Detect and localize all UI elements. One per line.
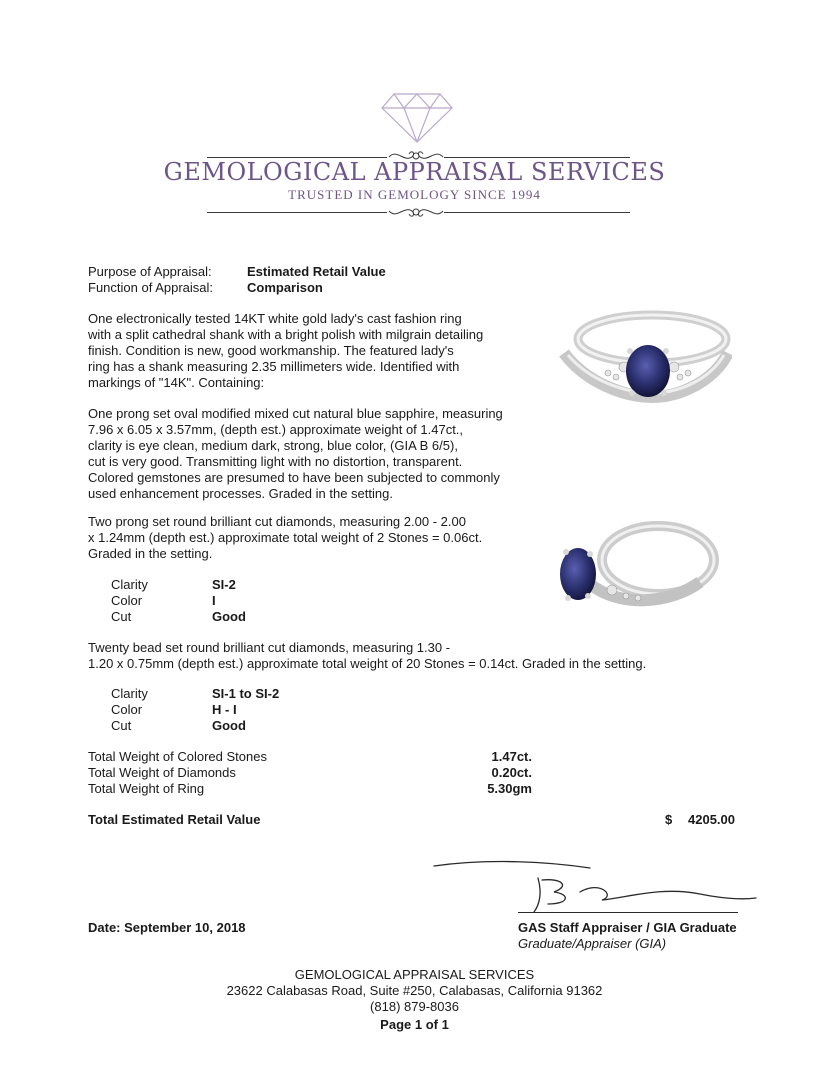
function-label: Function of Appraisal:	[88, 280, 214, 295]
footer-company: GEMOLOGICAL APPRAISAL SERVICES	[294, 967, 535, 982]
twenty-diamonds-description: Twenty bead set round brilliant cut diamonds, measuring 1.30 - 1.20 x 0.75mm (depth est.) approximate total weight of 20 Stones = 0.14ct. Graded in the setting.	[88, 640, 647, 671]
two-clarity-value: SI-2	[212, 577, 236, 592]
total-diamonds-label: Total Weight of Diamonds	[88, 765, 236, 780]
total-colored-value: 1.47ct.	[491, 749, 532, 764]
two-clarity-label: Clarity	[111, 577, 148, 592]
total-diamonds-value: 0.20ct.	[491, 765, 532, 780]
twenty-cut-value: Good	[212, 718, 246, 733]
twenty-cut-label: Cut	[111, 718, 132, 733]
twenty-color-value: H - I	[212, 702, 237, 717]
currency-symbol: $	[665, 812, 673, 827]
ring-photo-side	[550, 512, 720, 617]
page-number: Page 1 of 1	[380, 1017, 449, 1032]
footer-phone: (818) 879-8036	[370, 999, 459, 1014]
total-ring-value: 5.30gm	[487, 781, 532, 796]
signature-line	[518, 912, 738, 913]
two-cut-label: Cut	[111, 609, 132, 624]
total-colored-label: Total Weight of Colored Stones	[88, 749, 267, 764]
two-cut-value: Good	[212, 609, 246, 624]
flourish-ornament-bottom-icon	[387, 202, 445, 222]
ring-description: One electronically tested 14KT white gold lady's cast fashion ring with a split cathedral shank with a bright polish with milgrain detailing finish. Condition is new, good workmanship. The featured lady's ring has a shank measuring 2.35 millimeters wide. Identified with markings of "14K". Containing:	[88, 311, 484, 390]
purpose-value: Estimated Retail Value	[247, 264, 386, 279]
appraiser-title: GAS Staff Appraiser / GIA Graduate	[518, 920, 737, 935]
sapphire-description: One prong set oval modified mixed cut natural blue sapphire, measuring 7.96 x 6.05 x 3.57mm, (depth est.) approximate weight of 1.47ct., clarity is eye clean, medium dark, strong, blue color, (GIA B 6/5), cut is very good. Transmitting light with no distortion, transparent. Colored gemstones are presumed to have been subjected to commonly used enhancement processes. Graded in the setting.	[88, 406, 503, 501]
appraiser-signature-image	[430, 856, 760, 916]
purpose-label: Purpose of Appraisal:	[88, 264, 212, 279]
appraiser-subtitle: Graduate/Appraiser (GIA)	[518, 936, 667, 951]
retail-value: 4205.00	[688, 812, 735, 827]
total-ring-label: Total Weight of Ring	[88, 781, 205, 796]
function-value: Comparison	[247, 280, 323, 295]
diamond-logo-icon	[380, 92, 454, 144]
header-rule-bottom-right	[444, 212, 630, 213]
appraisal-date: Date: September 10, 2018	[88, 920, 246, 935]
twenty-clarity-label: Clarity	[111, 686, 148, 701]
two-color-label: Color	[111, 593, 143, 608]
company-brand-title: GEMOLOGICAL APPRAISAL SERVICES	[163, 158, 666, 186]
two-diamonds-description: Two prong set round brilliant cut diamonds, measuring 2.00 - 2.00 x 1.24mm (depth est.) approximate total weight of 2 Stones = 0.06ct. Graded in the setting.	[88, 514, 483, 561]
two-color-value: I	[212, 593, 216, 608]
retail-value-label: Total Estimated Retail Value	[88, 812, 261, 827]
twenty-color-label: Color	[111, 702, 143, 717]
footer-address: 23622 Calabasas Road, Suite #250, Calabasas, California 91362	[226, 983, 603, 998]
ring-photo-top	[556, 305, 732, 405]
header-rule-bottom	[207, 212, 387, 213]
twenty-clarity-value: SI-1 to SI-2	[212, 686, 280, 701]
company-tagline: TRUSTED IN GEMOLOGY SINCE 1994	[288, 187, 541, 202]
